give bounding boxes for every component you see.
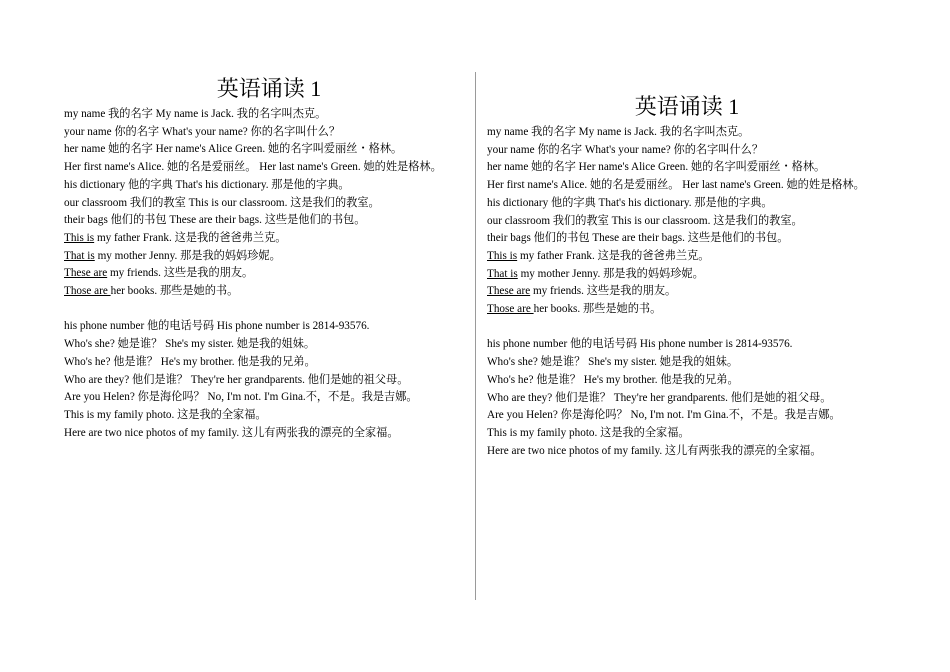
- line-text: their bags 他们的书包 These are their bags. 这些是他们的书包。: [64, 214, 366, 227]
- text-line: [64, 318, 464, 336]
- text-line: [64, 248, 464, 266]
- text-line: [487, 336, 887, 354]
- line-text: my friends. 这些是我的朋友。: [107, 267, 254, 280]
- line-text: my mother Jenny. 那是我的妈妈珍妮。: [94, 249, 281, 262]
- text-line: [487, 142, 887, 160]
- text-line: [487, 195, 887, 213]
- text-line: [64, 195, 464, 213]
- text-line: [487, 390, 887, 408]
- text-line: [64, 124, 464, 142]
- text-line: [487, 230, 887, 248]
- underlined-phrase: Those are: [487, 303, 534, 316]
- text-line: [64, 283, 464, 301]
- blank-line: [487, 319, 887, 337]
- text-line: [64, 106, 464, 124]
- line-text: my name 我的名字 My name is Jack. 我的名字叫杰克。: [487, 126, 750, 138]
- line-text: Her first name's Alice. 她的名是爱丽丝。 Her last name's Green. 她的姓是格林。: [487, 179, 865, 192]
- line-text: our classroom 我们的教室 This is our classroom. 这是我们的教室。: [64, 196, 380, 209]
- underlined-phrase: That is: [64, 249, 95, 262]
- text-line: [64, 336, 464, 354]
- left-page: [64, 76, 464, 442]
- underlined-phrase: These are: [64, 267, 108, 280]
- line-text: This is my family photo. 这是我的全家福。: [487, 426, 690, 439]
- line-text: my father Frank. 这是我的爸爸弗兰克。: [517, 249, 710, 262]
- text-line: [487, 283, 887, 301]
- line-text: their bags 他们的书包 These are their bags. 这些是他们的书包。: [487, 232, 789, 245]
- underlined-phrase: This is: [487, 249, 518, 262]
- text-line: [487, 266, 887, 284]
- line-text: her books. 那些是她的书。: [110, 285, 239, 298]
- text-line: [487, 248, 887, 266]
- line-text: Here are two nice photos of my family. 这儿有两张我的漂亮的全家福。: [487, 444, 822, 457]
- line-text: Who are they? 他们是谁？ They're her grandparents. 他们是她的祖父母。: [487, 391, 832, 404]
- underlined-phrase: That is: [487, 267, 518, 280]
- line-text: Are you Helen? 你是海伦吗？ No, I'm not. I'm Gina.不，不是。我是吉娜。: [64, 391, 418, 404]
- text-lines: [64, 106, 464, 442]
- line-text: Are you Helen? 你是海伦吗？ No, I'm not. I'm Gina.不，不是。我是吉娜。: [487, 409, 841, 422]
- text-line: [487, 425, 887, 443]
- line-text: his phone number 他的电话号码 His phone number is 2814-93576.: [487, 338, 793, 351]
- text-line: [64, 265, 464, 283]
- line-text: Her first name's Alice. 她的名是爱丽丝。 Her last name's Green. 她的姓是格林。: [64, 161, 442, 174]
- line-text: his dictionary 他的字典 That's his dictionary. 那是他的字典。: [64, 178, 350, 191]
- line-text: my friends. 这些是我的朋友。: [530, 285, 677, 298]
- line-text: my mother Jenny. 那是我的妈妈珍妮。: [517, 267, 704, 280]
- line-text: your name 你的名字 What's your name? 你的名字叫什么？: [487, 143, 764, 156]
- text-line: [64, 407, 464, 425]
- text-line: [64, 230, 464, 248]
- line-text: his phone number 他的电话号码 His phone number is 2814-93576.: [64, 320, 370, 333]
- line-text: her name 她的名字 Her name's Alice Green. 她的名字叫爱丽丝・格林。: [487, 161, 826, 174]
- page-title: 英语诵读 1: [216, 76, 322, 101]
- text-line: [487, 407, 887, 425]
- line-text: Who's she? 她是谁？ She's my sister. 她是我的姐妹。: [64, 338, 316, 351]
- line-text: Who's he? 他是谁？ He's my brother. 他是我的兄弟。: [487, 373, 739, 386]
- text-line: [487, 124, 887, 142]
- line-text: my name 我的名字 My name is Jack. 我的名字叫杰克。: [64, 108, 327, 120]
- text-line: [487, 213, 887, 231]
- line-text: Who's he? 他是谁？ He's my brother. 他是我的兄弟。: [64, 355, 316, 368]
- line-text: my father Frank. 这是我的爸爸弗兰克。: [94, 231, 287, 244]
- text-line: [487, 301, 887, 319]
- line-text: your name 你的名字 What's your name? 你的名字叫什么？: [64, 125, 341, 138]
- line-text: her name 她的名字 Her name's Alice Green. 她的名字叫爱丽丝・格林。: [64, 143, 403, 156]
- line-text: her books. 那些是她的书。: [533, 303, 662, 316]
- text-line: [64, 159, 464, 177]
- text-line: [64, 372, 464, 390]
- underlined-phrase: Those are: [64, 285, 111, 298]
- text-line: [487, 354, 887, 372]
- underlined-phrase: These are: [487, 285, 531, 298]
- text-line: [487, 372, 887, 390]
- text-lines: [487, 124, 887, 460]
- text-line: [64, 212, 464, 230]
- text-line: [64, 425, 464, 443]
- right-page: [487, 94, 887, 460]
- blank-line: [64, 301, 464, 319]
- line-text: his dictionary 他的字典 That's his dictionary. 那是他的字典。: [487, 196, 773, 209]
- underlined-phrase: This is: [64, 231, 95, 244]
- text-line: [64, 354, 464, 372]
- line-text: our classroom 我们的教室 This is our classroom. 这是我们的教室。: [487, 214, 803, 227]
- text-line: [64, 141, 464, 159]
- line-text: Here are two nice photos of my family. 这儿有两张我的漂亮的全家福。: [64, 426, 399, 439]
- text-line: [487, 177, 887, 195]
- text-line: [64, 389, 464, 407]
- line-text: Who's she? 她是谁？ She's my sister. 她是我的姐妹。: [487, 356, 739, 369]
- text-line: [64, 177, 464, 195]
- page-title: 英语诵读 1: [634, 94, 740, 119]
- text-line: [487, 443, 887, 461]
- text-line: [487, 159, 887, 177]
- page-divider: [475, 72, 476, 600]
- line-text: Who are they? 他们是谁？ They're her grandparents. 他们是她的祖父母。: [64, 373, 409, 386]
- line-text: This is my family photo. 这是我的全家福。: [64, 408, 267, 421]
